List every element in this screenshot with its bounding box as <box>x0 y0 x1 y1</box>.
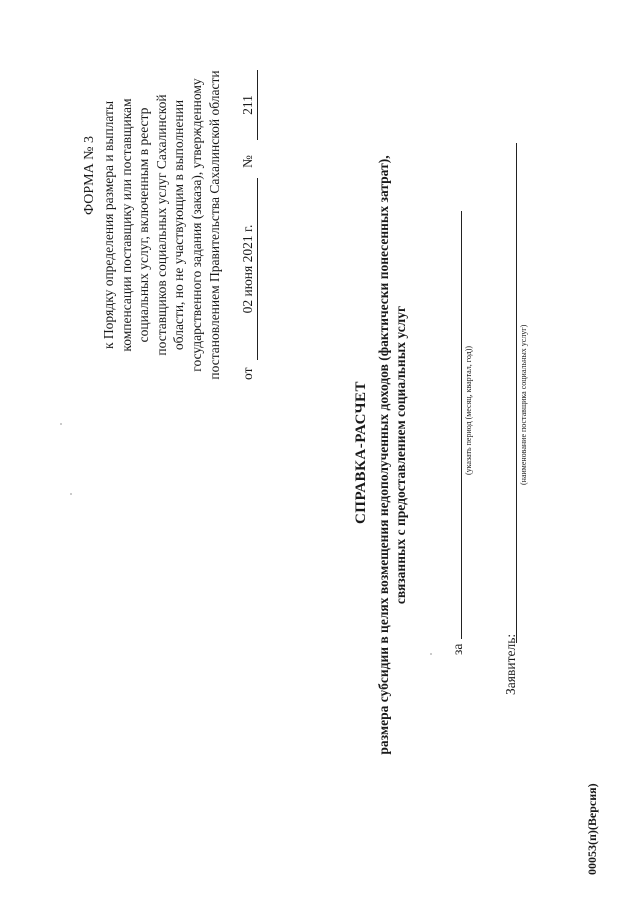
number-label: № <box>240 155 255 168</box>
number-underline <box>257 70 258 140</box>
period-field[interactable] <box>461 211 462 639</box>
scan-speck <box>60 423 62 425</box>
document-title: СПРАВКА-РАСЧЕТ <box>353 380 369 525</box>
scan-speck <box>430 653 432 655</box>
period-hint: (указать период (месяц, квартал, год)) <box>464 345 473 475</box>
applicant-hint: (наименование поставщика социальных услуг) <box>519 324 528 485</box>
scan-speck <box>70 493 72 495</box>
approval-number: 211 <box>240 95 255 115</box>
from-label: от <box>240 367 255 380</box>
period-label: за <box>450 643 465 655</box>
document-subtitle: размера субсидии в целях возмещения недополученных доходов (фактически понесенных затрат), связанных с предоставлением социальных услуг <box>376 155 408 755</box>
date-underline <box>257 178 258 360</box>
approval-date: 02 июня 2021 г. <box>240 224 255 314</box>
approval-text: к Порядку определения размера и выплаты компенсации поставщику или поставщикам социальных услуг, включенным в реестр поставщиков социальных услуг Сахалинской области, но не участвующим в выполнении государственного задания (заказа), утвержденному постановлением Правительства Сахалинской области <box>101 70 222 380</box>
form-number: ФОРМА № 3 <box>82 135 97 215</box>
applicant-label: Заявитель: <box>503 633 518 695</box>
applicant-field[interactable] <box>516 143 517 643</box>
approval-date-row <box>240 70 258 380</box>
version-code: 00053(п)(Версия) <box>585 783 599 875</box>
